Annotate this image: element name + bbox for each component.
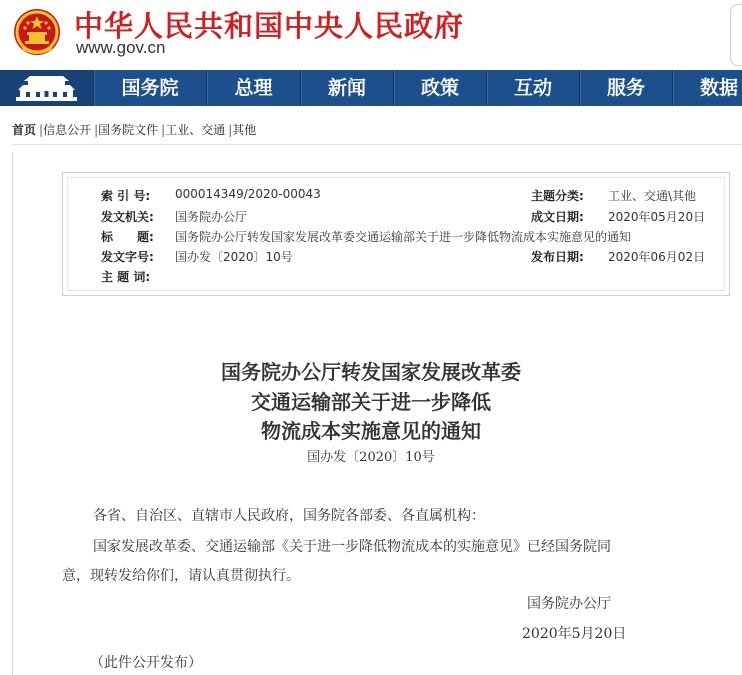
breadcrumb-separator: | bbox=[161, 123, 166, 137]
keywords-label: 主 题 词: bbox=[101, 270, 151, 284]
nav-item-news[interactable]: 新闻 bbox=[327, 77, 366, 99]
doc-title-line-3: 物流成本实施意见的通知 bbox=[261, 419, 481, 443]
header-corner-widget[interactable] bbox=[730, 4, 742, 66]
created-label: 成文日期: bbox=[531, 210, 584, 224]
doc-title-line-2: 交通运输部关于进一步降低 bbox=[251, 390, 491, 414]
doc-salutation: 各省、自治区、直辖市人民政府，国务院各部委、各直属机构： bbox=[93, 508, 485, 524]
published-label: 发布日期: bbox=[531, 250, 584, 264]
site-header bbox=[0, 0, 742, 70]
doc-signature: 国务院办公厅 bbox=[527, 596, 611, 612]
nav-item-policy[interactable]: 政策 bbox=[420, 77, 459, 99]
breadcrumb-separator: | bbox=[39, 123, 44, 137]
nav-item-state-council[interactable]: 国务院 bbox=[121, 77, 179, 99]
doc-body-line-1: 国家发展改革委、交通运输部《关于进一步降低物流成本的实施意见》已经国务院同 bbox=[93, 539, 611, 555]
nav-item-data[interactable]: 数据 bbox=[699, 77, 738, 99]
nav-item-services[interactable]: 服务 bbox=[606, 77, 645, 99]
category-label: 主题分类: bbox=[531, 189, 584, 203]
docno-label: 发文字号: bbox=[101, 250, 154, 264]
breadcrumb-home[interactable]: 首页 bbox=[12, 123, 37, 137]
created-value: 2020年05月20日 bbox=[608, 210, 706, 224]
breadcrumb-separator: | bbox=[94, 123, 99, 137]
breadcrumb-info-public[interactable]: 信息公开 bbox=[43, 123, 92, 137]
breadcrumb-state-council-docs[interactable]: 国务院文件 bbox=[98, 123, 159, 137]
national-emblem-icon[interactable] bbox=[13, 6, 61, 58]
published-value: 2020年06月02日 bbox=[608, 250, 706, 264]
main-nav bbox=[0, 70, 742, 106]
doc-body-line-2: 意，现转发给你们，请认真贯彻执行。 bbox=[62, 568, 300, 584]
index-value: 000014349/2020-00043 bbox=[175, 187, 321, 201]
doc-title-line-1: 国务院办公厅转发国家发展改革委 bbox=[221, 360, 521, 384]
breadcrumb-industry-transport[interactable]: 工业、交通 bbox=[165, 123, 226, 137]
breadcrumb-separator: | bbox=[228, 123, 233, 137]
document-info-box bbox=[62, 172, 730, 296]
site-title[interactable]: 中华人民共和国中央人民政府 bbox=[74, 9, 465, 43]
title-label: 标 题: bbox=[101, 230, 154, 244]
breadcrumb-other[interactable]: 其他 bbox=[232, 123, 257, 137]
nav-item-premier[interactable]: 总理 bbox=[234, 77, 273, 99]
title-value: 国务院办公厅转发国家发展改革委交通运输部关于进一步降低物流成本实施意见的通知 bbox=[175, 230, 632, 244]
doc-date: 2020年5月20日 bbox=[522, 626, 627, 642]
index-label: 索 引 号: bbox=[101, 189, 151, 203]
tiananmen-icon bbox=[0, 70, 93, 106]
issuer-value: 国务院办公厅 bbox=[175, 210, 248, 224]
docno-value: 国办发〔2020〕10号 bbox=[175, 250, 293, 264]
doc-note: （此件公开发布） bbox=[90, 655, 202, 671]
site-url[interactable]: www.gov.cn bbox=[76, 38, 166, 57]
breadcrumb bbox=[12, 121, 256, 138]
nav-item-interaction[interactable]: 互动 bbox=[513, 77, 552, 99]
nav-home-logo[interactable] bbox=[0, 70, 93, 106]
breadcrumb-divider bbox=[12, 144, 742, 145]
category-value: 工业、交通\其他 bbox=[608, 189, 697, 203]
doc-number: 国办发〔2020〕10号 bbox=[307, 450, 435, 465]
issuer-label: 发文机关: bbox=[101, 210, 154, 224]
